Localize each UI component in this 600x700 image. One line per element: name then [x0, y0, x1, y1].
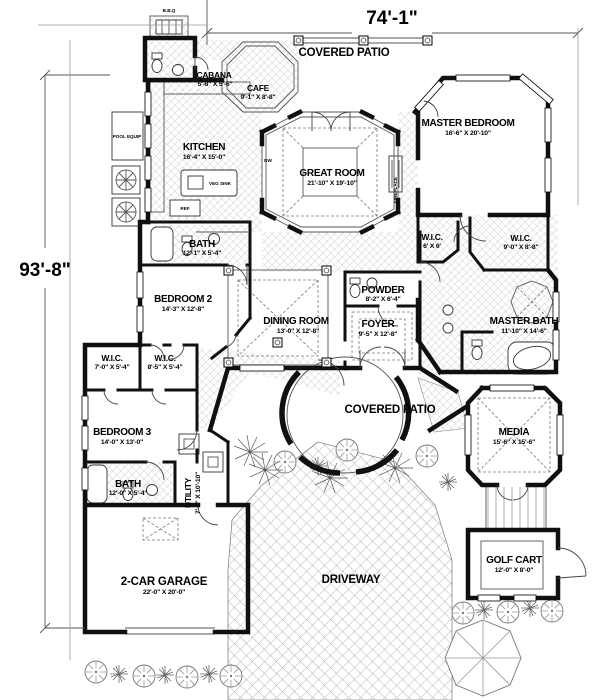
- room-label-powder: POWDER: [361, 285, 405, 296]
- room-dims-bath-lower: 12'-0" X 5'-4": [108, 490, 148, 497]
- veg-sink-label: VEG SINK: [209, 181, 231, 186]
- tree: [220, 665, 242, 687]
- room-label-covered-patio-top: COVERED PATIO: [298, 47, 390, 59]
- room-dims-utility: 7'-8" X 10'-10": [195, 471, 202, 515]
- room-dims-bedroom2: 14'-3" X 12'-8": [161, 306, 205, 313]
- room-label-utility: UTILITY: [183, 477, 193, 509]
- room-label-bath-lower: BATH: [115, 479, 141, 490]
- room-label-garage: 2-CAR GARAGE: [120, 576, 208, 588]
- room-dims-golf-cart: 12'-0" X 8'-0": [494, 567, 534, 574]
- palm-tree: [445, 620, 521, 696]
- room-dims-cabana: 5'-8" X 5'-6": [197, 81, 233, 88]
- room-dims-kitchen: 16'-4" X 15'-0": [182, 154, 226, 161]
- room-label-bath-upper: BATH: [189, 239, 215, 250]
- room-dims-bath-upper: 12'-1" X 5'-4": [182, 250, 222, 257]
- room-dims-master-bedroom: 16'-6" X 20'-10": [445, 130, 491, 137]
- room-label-dining-room: DINING ROOM: [263, 316, 329, 327]
- room-dims-powder: 8'-2" X 6'-4": [365, 296, 401, 303]
- height-dimension-label: 93'-8": [19, 260, 71, 281]
- room-label-wic-master-large: W.I.C.: [510, 233, 532, 243]
- fireplace-label: FIREPLACE: [393, 176, 398, 204]
- room-label-golf-cart: GOLF CART: [486, 555, 542, 566]
- room-label-covered-patio-bottom: COVERED PATIO: [344, 404, 436, 416]
- room-label-bedroom3: BEDROOM 3: [93, 427, 151, 438]
- room-label-driveway: DRIVEWAY: [321, 574, 381, 586]
- pool-equip-label: POOL EQUIP: [112, 134, 142, 139]
- room-label-media: MEDIA: [498, 427, 530, 438]
- room-dims-garage: 22'-0" X 20'-0": [142, 589, 186, 596]
- room-dims-media: 15'-6" X 15'-6": [492, 439, 536, 446]
- room-label-wic-master-small: W.I.C.: [421, 232, 443, 242]
- room-dims-cafe: 9'-1" X 8'-8": [240, 94, 276, 101]
- room-label-cabana: CABANA: [196, 70, 232, 80]
- room-dims-dining-room: 13'-0" X 12'-8": [276, 328, 320, 335]
- room-label-master-bedroom: MASTER BEDROOM: [421, 118, 515, 129]
- room-label-cafe: CAFE: [247, 83, 269, 93]
- room-dims-foyer: 9'-5" X 12'-8": [358, 331, 398, 338]
- driveway-area: [228, 442, 452, 700]
- room-label-kitchen: KITCHEN: [182, 142, 226, 153]
- room-label-great-room: GREAT ROOM: [299, 168, 365, 179]
- dw-label: DW: [264, 158, 272, 163]
- ref-label: REF: [180, 206, 190, 211]
- room-dims-bedroom3: 14'-0" X 13'-0": [100, 439, 144, 446]
- room-dims-wic-master-small: 6' X 6': [423, 243, 441, 250]
- room-label-foyer: FOYER: [361, 319, 395, 330]
- site-landscape: [85, 378, 563, 700]
- room-label-bedroom2: BEDROOM 2: [154, 294, 212, 305]
- room-dims-great-room: 21'-10" X 19'-10": [307, 180, 357, 187]
- room-label-wic-bed2-left: W.I.C.: [101, 353, 123, 363]
- room-label-wic-bed2-right: W.I.C.: [154, 353, 176, 363]
- bbq-label: B.B.Q: [162, 8, 176, 13]
- room-label-master-bath: MASTER BATH: [489, 316, 559, 327]
- width-dimension-label: 74'-1": [366, 8, 418, 29]
- room-dims-wic-bed2-left: 7'-0" X 5'-4": [94, 364, 130, 371]
- room-dims-wic-bed2-right: 8'-5" X 5'-4": [147, 364, 183, 371]
- room-dims-master-bath: 11'-10" X 14'-6": [501, 328, 547, 335]
- room-dims-wic-master-large: 9'-0" X 8'-8": [503, 244, 539, 251]
